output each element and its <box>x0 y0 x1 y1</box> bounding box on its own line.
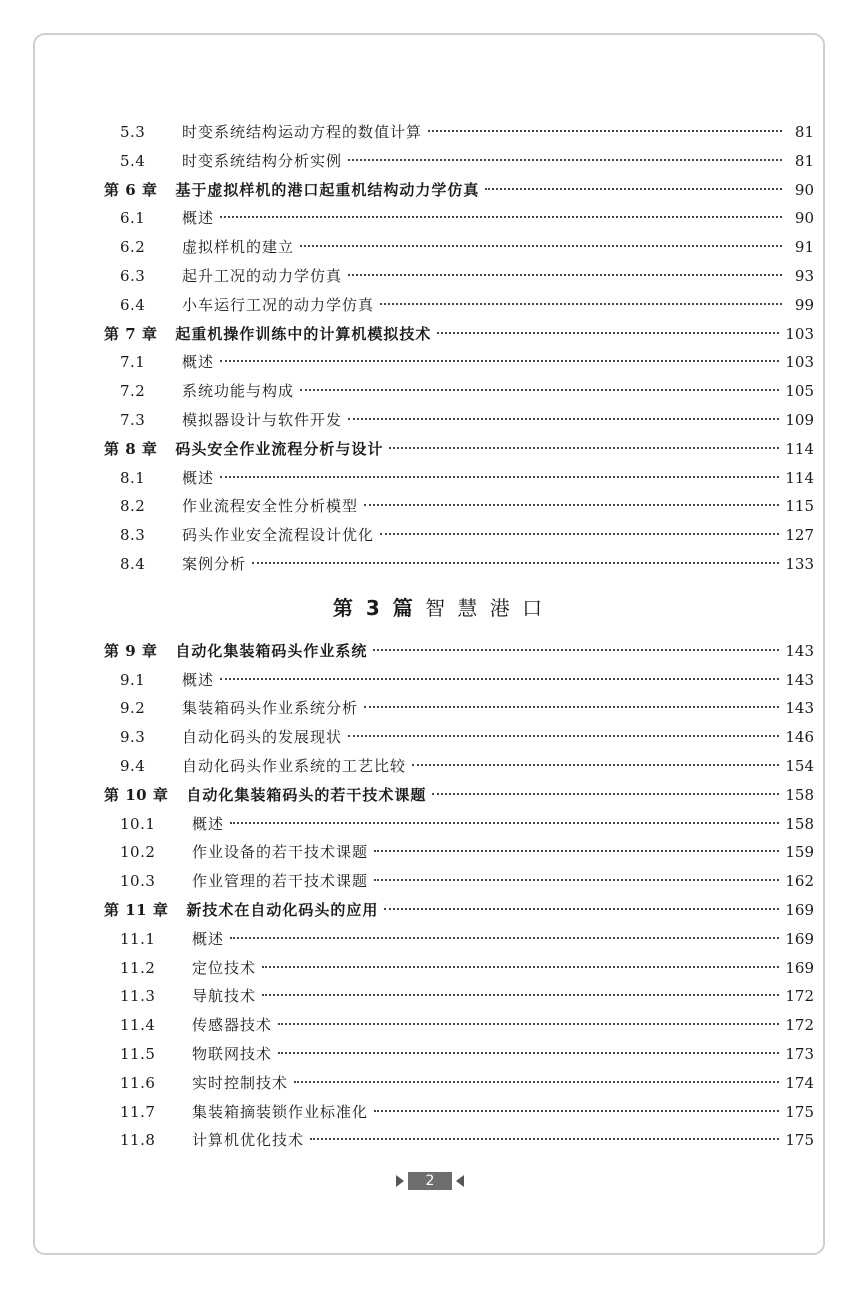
entry-number: 11.1 <box>120 929 156 948</box>
entry-title: 自动化码头的发展现状 <box>182 728 343 747</box>
toc-section-entry[interactable] <box>104 1011 814 1040</box>
toc-list-part-3 <box>104 637 814 1155</box>
arrow-left-icon <box>456 1175 464 1187</box>
entry-page-number: 81 <box>794 151 814 170</box>
entry-page-number: 115 <box>785 497 814 516</box>
dot-leader <box>220 216 782 218</box>
dot-leader <box>220 360 779 362</box>
toc-section-entry[interactable] <box>104 982 814 1011</box>
entry-title: 定位技术 <box>192 958 257 977</box>
page-number: 2 <box>408 1172 453 1190</box>
dot-leader <box>428 130 782 132</box>
toc-section-entry[interactable] <box>104 291 814 320</box>
dot-leader <box>364 706 779 708</box>
dot-leader <box>294 1081 779 1083</box>
entry-number: 7.2 <box>120 382 146 401</box>
entry-page-number: 158 <box>785 785 814 804</box>
entry-number: 第 11 章 <box>104 900 169 919</box>
entry-page-number: 103 <box>785 353 814 372</box>
entry-page-number: 90 <box>794 180 814 199</box>
dot-leader <box>310 1138 779 1140</box>
entry-number: 9.3 <box>120 728 146 747</box>
toc-section-entry[interactable] <box>104 118 814 147</box>
dot-leader <box>230 937 779 939</box>
dot-leader <box>485 188 782 190</box>
dot-leader <box>374 879 779 881</box>
dot-leader <box>380 533 779 535</box>
toc-section-entry[interactable] <box>104 521 814 550</box>
dot-leader <box>364 504 779 506</box>
entry-title: 传感器技术 <box>192 1016 273 1035</box>
entry-title: 码头作业安全流程设计优化 <box>182 526 375 545</box>
entry-number: 9.1 <box>120 670 146 689</box>
entry-title: 概述 <box>182 353 215 372</box>
toc-section-entry[interactable] <box>104 1098 814 1127</box>
entry-title: 时变系统结构运动方程的数值计算 <box>182 123 423 141</box>
entry-page-number: 162 <box>785 872 814 891</box>
entry-title: 自动化集装箱码头的若干技术课题 <box>186 785 427 804</box>
entry-page-number: 143 <box>785 670 814 689</box>
dot-leader <box>380 303 782 305</box>
page-number-badge <box>396 1172 465 1190</box>
entry-title: 物联网技术 <box>192 1044 273 1063</box>
toc-section-entry[interactable] <box>104 233 814 262</box>
entry-title: 模拟器设计与软件开发 <box>182 410 343 429</box>
entry-number: 11.4 <box>120 1016 156 1035</box>
entry-number: 8.2 <box>120 497 146 516</box>
entry-number: 第 8 章 <box>104 439 158 458</box>
entry-page-number: 143 <box>785 699 814 718</box>
entry-page-number: 114 <box>785 468 814 487</box>
entry-page-number: 169 <box>785 958 814 977</box>
entry-page-number: 127 <box>785 526 814 545</box>
entry-title: 码头安全作业流程分析与设计 <box>175 439 384 458</box>
toc-chapter-entry[interactable] <box>104 176 814 205</box>
toc-section-entry[interactable] <box>104 204 814 233</box>
table-of-contents <box>104 118 814 1155</box>
entry-number: 第 6 章 <box>104 180 158 199</box>
entry-title: 系统功能与构成 <box>182 382 295 401</box>
entry-page-number: 90 <box>794 209 814 228</box>
toc-section-entry[interactable] <box>104 262 814 291</box>
dot-leader <box>262 966 779 968</box>
entry-page-number: 154 <box>785 756 814 775</box>
entry-number: 10.2 <box>120 843 156 862</box>
toc-section-entry[interactable] <box>104 1069 814 1098</box>
entry-title: 小车运行工况的动力学仿真 <box>182 295 375 314</box>
entry-page-number: 172 <box>785 1016 814 1035</box>
entry-page-number: 169 <box>785 900 814 919</box>
entry-title: 概述 <box>182 209 215 228</box>
entry-number: 7.3 <box>120 410 146 429</box>
entry-number: 7.1 <box>120 353 146 372</box>
entry-number: 8.3 <box>120 526 146 545</box>
toc-section-entry[interactable] <box>104 1126 814 1155</box>
entry-page-number: 105 <box>785 382 814 401</box>
entry-page-number: 175 <box>785 1131 814 1150</box>
entry-page-number: 169 <box>785 929 814 948</box>
page-footer <box>0 1172 860 1191</box>
entry-title: 作业设备的若干技术课题 <box>192 843 369 862</box>
entry-title: 自动化码头作业系统的工艺比较 <box>182 756 407 775</box>
dot-leader <box>432 793 779 795</box>
entry-number: 10.1 <box>120 814 156 833</box>
part-number: 第 3 篇 <box>332 595 416 620</box>
toc-section-entry[interactable] <box>104 810 814 839</box>
entry-number: 6.3 <box>120 266 146 285</box>
dot-leader <box>278 1023 779 1025</box>
dot-leader <box>348 274 782 276</box>
toc-chapter-entry[interactable] <box>104 320 814 349</box>
arrow-right-icon <box>396 1175 404 1187</box>
entry-page-number: 103 <box>785 324 814 343</box>
entry-title: 基于虚拟样机的港口起重机结构动力学仿真 <box>175 180 480 199</box>
entry-number: 9.2 <box>120 699 146 718</box>
entry-number: 11.5 <box>120 1044 156 1063</box>
entry-page-number: 91 <box>794 238 814 257</box>
toc-section-entry[interactable] <box>104 867 814 896</box>
dot-leader <box>374 1110 779 1112</box>
entry-page-number: 174 <box>785 1073 814 1092</box>
dot-leader <box>348 735 779 737</box>
entry-title: 起重机操作训练中的计算机模拟技术 <box>175 324 432 343</box>
entry-number: 11.8 <box>120 1131 156 1150</box>
dot-leader <box>348 159 782 161</box>
part-heading <box>104 579 814 637</box>
entry-title: 概述 <box>182 670 215 689</box>
entry-title: 起升工况的动力学仿真 <box>182 266 343 285</box>
entry-title: 计算机优化技术 <box>192 1131 305 1150</box>
dot-leader <box>412 764 779 766</box>
entry-page-number: 143 <box>785 641 814 660</box>
entry-page-number: 114 <box>785 439 814 458</box>
toc-chapter-entry[interactable] <box>104 781 814 810</box>
toc-section-entry[interactable] <box>104 838 814 867</box>
entry-title: 作业流程安全性分析模型 <box>182 497 359 516</box>
entry-number: 11.2 <box>120 958 156 977</box>
toc-section-entry[interactable] <box>104 723 814 752</box>
entry-title: 集装箱摘装锁作业标准化 <box>192 1102 369 1121</box>
entry-page-number: 81 <box>794 123 814 141</box>
dot-leader <box>389 447 779 449</box>
entry-number: 11.6 <box>120 1073 156 1092</box>
entry-title: 概述 <box>182 468 215 487</box>
entry-number: 6.4 <box>120 295 146 314</box>
entry-page-number: 93 <box>794 266 814 285</box>
entry-number: 9.4 <box>120 756 146 775</box>
dot-leader <box>437 332 779 334</box>
dot-leader <box>348 418 779 420</box>
toc-section-entry[interactable] <box>104 492 814 521</box>
entry-title: 虚拟样机的建立 <box>182 238 295 257</box>
entry-number: 8.1 <box>120 468 146 487</box>
entry-page-number: 99 <box>794 295 814 314</box>
dot-leader <box>278 1052 779 1054</box>
entry-title: 实时控制技术 <box>192 1073 289 1092</box>
entry-title: 自动化集装箱码头作业系统 <box>175 641 368 660</box>
toc-chapter-entry[interactable] <box>104 637 814 666</box>
toc-chapter-entry[interactable] <box>104 435 814 464</box>
entry-title: 集装箱码头作业系统分析 <box>182 699 359 718</box>
entry-title: 时变系统结构分析实例 <box>182 151 343 170</box>
toc-chapter-entry[interactable] <box>104 896 814 925</box>
entry-title: 导航技术 <box>192 987 257 1006</box>
dot-leader <box>220 476 779 478</box>
toc-section-entry[interactable] <box>104 147 814 176</box>
entry-page-number: 146 <box>785 728 814 747</box>
entry-page-number: 133 <box>785 554 814 573</box>
dot-leader <box>230 822 779 824</box>
entry-title: 概述 <box>192 814 225 833</box>
entry-number: 5.3 <box>120 123 146 141</box>
entry-page-number: 158 <box>785 814 814 833</box>
entry-number: 第 9 章 <box>104 641 158 660</box>
entry-number: 6.2 <box>120 238 146 257</box>
toc-section-entry[interactable] <box>104 550 814 579</box>
entry-title: 概述 <box>192 929 225 948</box>
toc-section-entry[interactable] <box>104 925 814 954</box>
dot-leader <box>373 649 779 651</box>
dot-leader <box>252 562 779 564</box>
entry-number: 6.1 <box>120 209 146 228</box>
toc-section-entry[interactable] <box>104 406 814 435</box>
toc-section-entry[interactable] <box>104 348 814 377</box>
toc-section-entry[interactable] <box>104 377 814 406</box>
entry-number: 第 7 章 <box>104 324 158 343</box>
entry-title: 新技术在自动化码头的应用 <box>186 900 379 919</box>
dot-leader <box>300 245 782 247</box>
entry-number: 8.4 <box>120 554 146 573</box>
toc-section-entry[interactable] <box>104 954 814 983</box>
entry-page-number: 175 <box>785 1102 814 1121</box>
toc-section-entry[interactable] <box>104 694 814 723</box>
entry-page-number: 173 <box>785 1044 814 1063</box>
toc-section-entry[interactable] <box>104 464 814 493</box>
entry-number: 11.3 <box>120 987 156 1006</box>
entry-title: 案例分析 <box>182 554 247 573</box>
entry-page-number: 172 <box>785 987 814 1006</box>
entry-number: 5.4 <box>120 151 146 170</box>
entry-number: 11.7 <box>120 1102 156 1121</box>
entry-page-number: 109 <box>785 410 814 429</box>
toc-list-part-2 <box>104 118 814 579</box>
dot-leader <box>220 678 779 680</box>
entry-page-number: 159 <box>785 843 814 862</box>
entry-number: 10.3 <box>120 872 156 891</box>
dot-leader <box>384 908 779 910</box>
part-title: 智 慧 港 口 <box>425 595 546 620</box>
toc-section-entry[interactable] <box>104 1040 814 1069</box>
dot-leader <box>374 850 779 852</box>
dot-leader <box>262 994 779 996</box>
dot-leader <box>300 389 779 391</box>
entry-number: 第 10 章 <box>104 785 169 804</box>
toc-section-entry[interactable] <box>104 666 814 695</box>
entry-title: 作业管理的若干技术课题 <box>192 872 369 891</box>
toc-section-entry[interactable] <box>104 752 814 781</box>
